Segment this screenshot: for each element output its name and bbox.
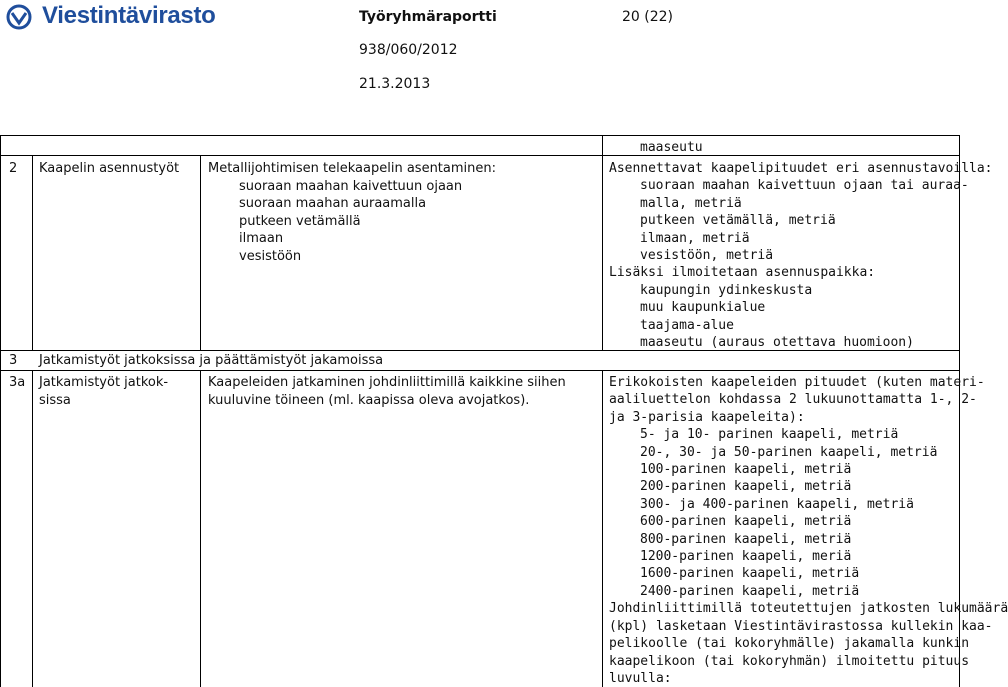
desc-line: suoraan maahan auraamalla bbox=[239, 196, 427, 211]
info-line: taajama-alue bbox=[640, 317, 734, 333]
row3a-description bbox=[208, 374, 566, 409]
table-header-divider bbox=[0, 155, 960, 156]
info-line: ja 3-parisia kaapeleita): bbox=[609, 409, 805, 425]
desc-line: putkeen vetämällä bbox=[239, 213, 361, 229]
info-line: Erikokoisten kaapeleiden pituudet (kuten materi- bbox=[609, 375, 985, 390]
row2-description bbox=[208, 160, 496, 265]
info-line: (kpl) lasketaan Viestintävirastossa kullekin kaa- bbox=[609, 618, 993, 634]
col-divider-2b bbox=[200, 370, 201, 687]
desc-line: suoraan maahan kaivettuun ojaan bbox=[239, 178, 463, 194]
info-line: Johdinliittimillä toteutettujen jatkosten lukumäärä bbox=[609, 601, 1008, 617]
info-line: 600-parinen kaapeli, metriä bbox=[640, 514, 852, 530]
report-title: Työryhmäraportti bbox=[359, 9, 497, 25]
col-divider-1b bbox=[32, 370, 33, 687]
row2-installation-info bbox=[609, 160, 993, 351]
info-line: 100-parinen kaapeli, metriä bbox=[640, 462, 852, 478]
info-line: vesistöön, metriä bbox=[640, 248, 774, 264]
desc-line: Metallijohtimisen telekaapelin asentaminen: bbox=[208, 161, 496, 176]
row3a-name bbox=[39, 374, 168, 409]
row3a-number: 3a bbox=[9, 375, 26, 390]
info-line: maaseutu (auraus otettava huomioon) bbox=[640, 335, 914, 351]
info-line: ilmaan, metriä bbox=[640, 230, 750, 246]
row3-bottom-border bbox=[0, 370, 960, 371]
info-line: 20-, 30- ja 50-parinen kaapeli, metriä bbox=[640, 444, 938, 460]
row2-name: Kaapelin asennustyöt bbox=[39, 161, 180, 176]
info-line: suoraan maahan kaivettuun ojaan tai auraa- bbox=[640, 178, 969, 194]
table-top-border bbox=[0, 135, 960, 136]
info-line: 2400-parinen kaapeli, metriä bbox=[640, 583, 860, 599]
name-line: Jatkamistyöt jatkok- bbox=[39, 375, 169, 390]
info-line: pelikoolle (tai kokoryhmälle) jakamalla kunkin bbox=[609, 636, 970, 652]
info-line: putkeen vetämällä, metriä bbox=[640, 213, 836, 229]
info-line: malla, metriä bbox=[640, 195, 742, 211]
row3-name: Jatkamistyöt jatkoksissa ja päättämistyöt jakamoissa bbox=[39, 353, 384, 368]
info-line: 300- ja 400-parinen kaapeli, metriä bbox=[640, 496, 914, 512]
logo-symbol-icon bbox=[6, 4, 36, 30]
desc-line: kuuluvine töineen (ml. kaapissa oleva avojatkos). bbox=[208, 392, 530, 408]
row3a-cable-lengths bbox=[609, 374, 1008, 687]
desc-line: Kaapeleiden jatkaminen johdinliittimillä kaikkine siihen bbox=[208, 375, 566, 390]
info-line: Lisäksi ilmoitetaan asennuspaikka: bbox=[609, 265, 876, 281]
info-line: Asennettavat kaapelipituudet eri asennustavoilla: bbox=[609, 161, 993, 176]
document-date: 21.3.2013 bbox=[359, 76, 431, 92]
info-line: kaupungin ydinkeskusta bbox=[640, 282, 813, 298]
row2-number: 2 bbox=[9, 161, 18, 176]
info-line: 5- ja 10- parinen kaapeli, metriä bbox=[640, 427, 899, 443]
col-divider-2 bbox=[200, 155, 201, 351]
info-line: 1600-parinen kaapeli, metriä bbox=[640, 566, 860, 582]
page-number: 20 (22) bbox=[622, 9, 674, 25]
col-divider-1 bbox=[32, 155, 33, 351]
row3-number: 3 bbox=[9, 353, 18, 368]
row-above-info: maaseutu bbox=[640, 140, 703, 155]
info-line: 800-parinen kaapeli, metriä bbox=[640, 531, 852, 547]
info-line: muu kaupunkialue bbox=[640, 300, 766, 316]
info-line: 1200-parinen kaapeli, meriä bbox=[640, 549, 852, 565]
name-line: sissa bbox=[39, 392, 71, 408]
document-reference: 938/060/2012 bbox=[359, 42, 458, 58]
info-line: luvulla: bbox=[609, 670, 672, 686]
info-line: 200-parinen kaapeli, metriä bbox=[640, 479, 852, 495]
info-line: aaliluettelon kohdassa 2 lukuunottamatta 1-, 2- bbox=[609, 392, 977, 408]
col-divider-3b bbox=[602, 370, 603, 687]
info-line: kaapelikoon (tai kokoryhmän) ilmoitettu pituus bbox=[609, 653, 970, 669]
logo-wordmark: Viestintävirasto bbox=[42, 2, 216, 29]
viestintavirasto-logo bbox=[6, 2, 216, 32]
col-divider-3 bbox=[602, 135, 603, 351]
desc-line: vesistöön bbox=[239, 248, 302, 264]
table-left-border bbox=[0, 135, 1, 687]
desc-line: ilmaan bbox=[239, 231, 284, 246]
